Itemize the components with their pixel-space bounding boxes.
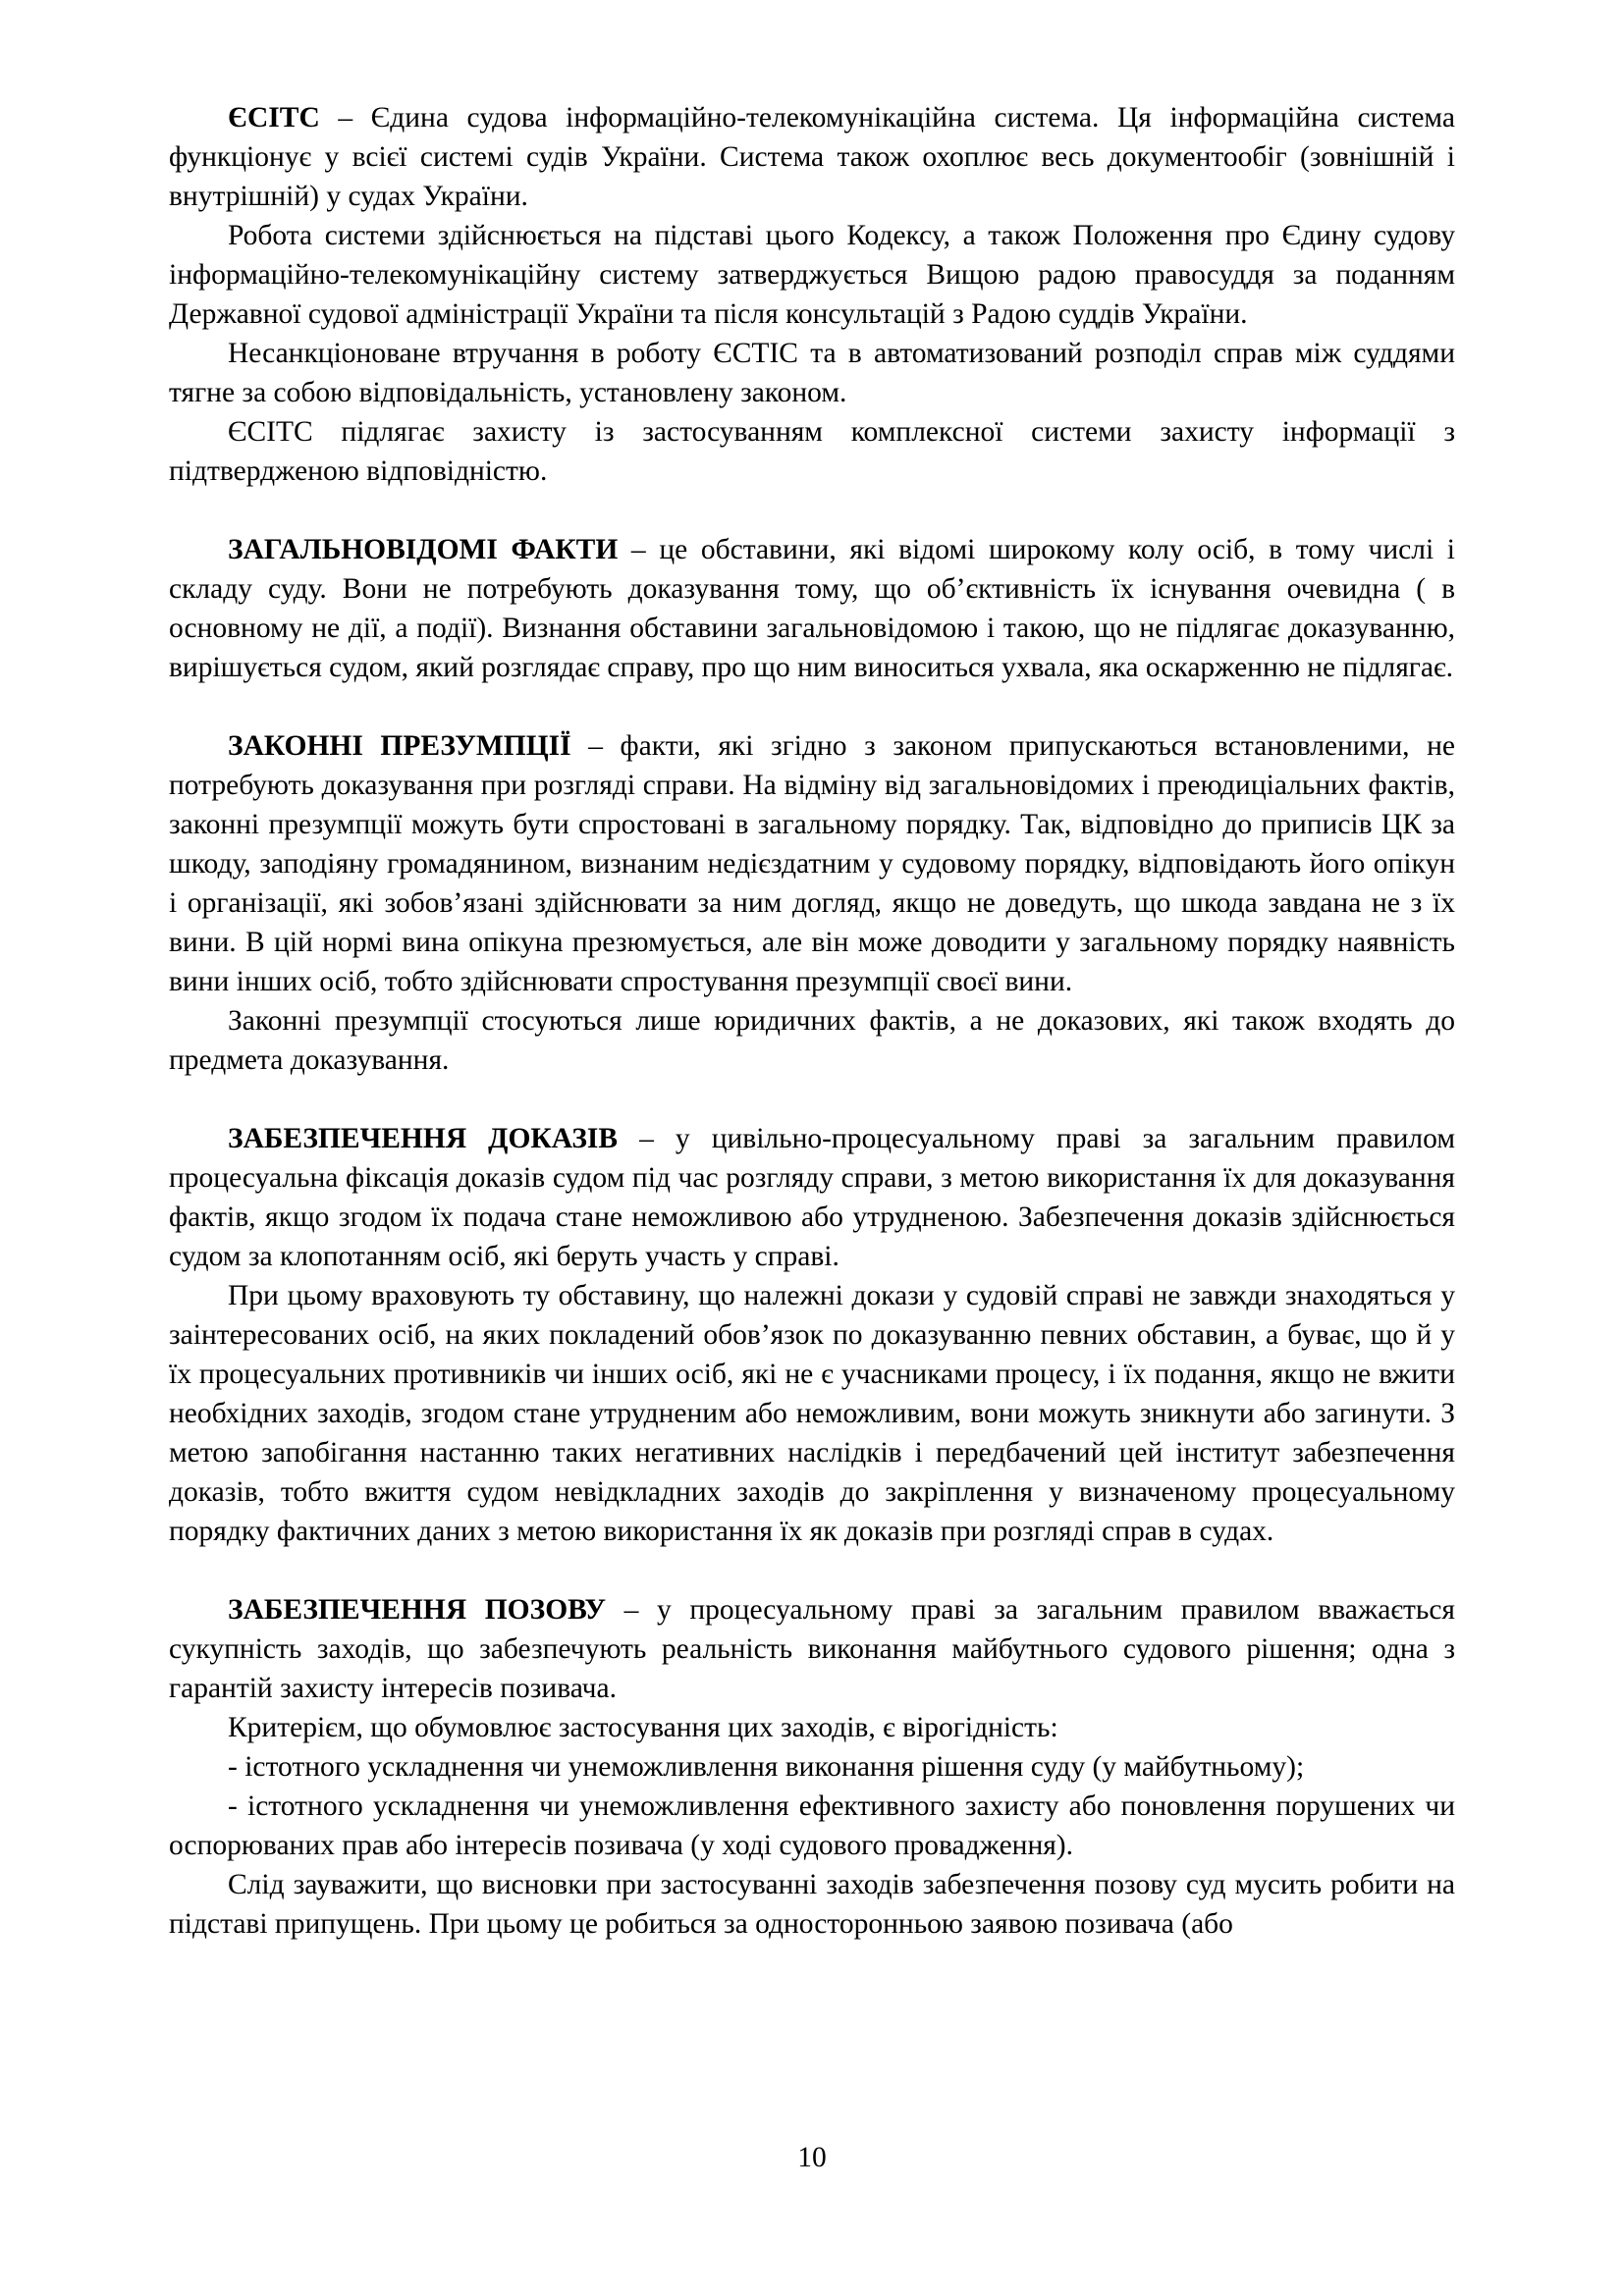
- paragraph-text: – Єдина судова інформаційно-телекомунікаційна система. Ця інформаційна система функціонує у всієї системі судів України. Система також охоплює весь документообіг (зовнішній і внутрішній) у судах України.: [169, 102, 1455, 212]
- paragraph-securing-evidence: [169, 1119, 1455, 1276]
- paragraph-esits-interference: Несанкціоноване втручання в роботу ЄСТІС та в автоматизований розподіл справ між суддями тягне за собою відповідальність, установлену законом.: [169, 338, 1455, 408]
- paragraph-legal-presumptions-scope: Законні презумпції стосуються лише юридичних фактів, а не доказових, які також входять до предмета доказування.: [169, 1005, 1455, 1076]
- term-legal-presumptions: ЗАКОННІ ПРЕЗУМПЦІЇ: [228, 730, 571, 762]
- paragraph-legal-presumptions: [169, 726, 1455, 1001]
- term-well-known-facts: ЗАГАЛЬНОВІДОМІ ФАКТИ: [228, 534, 619, 565]
- paragraph-criterion: Критерієм, що обумовлює застосування цих заходів, є вірогідність:: [228, 1712, 1058, 1743]
- paragraph-conclusion: Слід зауважити, що висновки при застосуванні заходів забезпечення позову суд мусить робити на підставі припущень. При цьому це робиться за односторонньою заявою позивача (або: [169, 1869, 1455, 1940]
- paragraph-text: – у процесуальному праві за загальним правилом вважається сукупність заходів, що забезпечують реальність виконання майбутнього судового рішення; одна з гарантій захисту інтересів позивача.: [169, 1594, 1455, 1704]
- paragraph-esits-operation: Робота системи здійснюється на підставі цього Кодексу, а також Положення про Єдину судову інформаційно-телекомунікаційну систему затверджується Вищою радою правосуддя за поданням Державної судової адміністрації України та після консультацій з Радою суддів України.: [169, 220, 1455, 330]
- term-securing-evidence: ЗАБЕЗПЕЧЕННЯ ДОКАЗІВ: [228, 1123, 619, 1154]
- paragraph-esits-definition: [169, 98, 1455, 216]
- paragraph-well-known-facts: [169, 530, 1455, 687]
- term-securing-claim: ЗАБЕЗПЕЧЕННЯ ПОЗОВУ: [228, 1594, 607, 1626]
- paragraph-text: – факти, які згідно з законом припускаються встановленими, не потребують доказування при розгляді справи. На відміну від загальновідомих і преюдиціальних фактів, законні презумпції можуть бути спростовані в загальному порядку. Так, відповідно до приписів ЦК за шкоду, заподіяну громадянином, визнаним недієздатним у судовому порядку, відповідають його опікун і організації, які зобов’язані здійснювати за ним догляд, якщо не доведуть, що шкода завдана не з їх вини. В цій нормі вина опікуна презюмується, але він може доводити у загальному порядку наявність вини інших осіб, тобто здійснювати спростування презумпції своєї вини.: [169, 730, 1455, 997]
- page-number: 10: [797, 2142, 827, 2173]
- document-text-body: [169, 98, 1455, 1944]
- paragraph-text: – це обставини, які відомі широкому колу осіб, в тому числі і складу суду. Вони не потребують доказування тому, що об’єктивність їх існування очевидна ( в основному не дії, а події). Визнання обставини загальновідомою і такою, що не підлягає доказуванню, вирішується судом, який розглядає справу, про що ним виноситься ухвала, яка оскарженню не підлягає.: [169, 534, 1455, 683]
- term-esits: ЄСІТС: [228, 102, 320, 133]
- paragraph-securing-claim: [169, 1590, 1455, 1708]
- paragraph-text: – у цивільно-процесуальному праві за загальним правилом процесуальна фіксація доказів судом під час розгляду справи, з метою використання їх для доказування фактів, якщо згодом їх подача стане неможливою або утрудненою. Забезпечення доказів здійснюється судом за клопотанням осіб, які беруть участь у справі.: [169, 1123, 1455, 1272]
- paragraph-criterion-item-1: - істотного ускладнення чи унеможливлення виконання рішення суду (у майбутньому);: [228, 1751, 1305, 1783]
- paragraph-securing-evidence-rationale: При цьому враховують ту обставину, що належні докази у судовій справі не завжди знаходяться у заінтересованих осіб, на яких покладений обов’язок по доказуванню певних обставин, а буває, що й у їх процесуальних противників чи інших осіб, які не є учасниками процесу, і їх подання, якщо не вжити необхідних заходів, згодом стане утрудненим або неможливим, вони можуть зникнути або загинути. З метою запобігання настанню таких негативних наслідків і передбачений цей інститут забезпечення доказів, тобто вжиття судом невідкладних заходів до закріплення у визначеному процесуальному порядку фактичних даних з метою використання їх як доказів при розгляді справ в судах.: [169, 1280, 1455, 1547]
- paragraph-esits-protection: ЄСІТС підлягає захисту із застосуванням комплексної системи захисту інформації з підтвердженою відповідністю.: [169, 416, 1455, 487]
- paragraph-criterion-item-2: - істотного ускладнення чи унеможливлення ефективного захисту або поновлення порушених чи оспорюваних прав або інтересів позивача (у ході судового провадження).: [169, 1790, 1455, 1861]
